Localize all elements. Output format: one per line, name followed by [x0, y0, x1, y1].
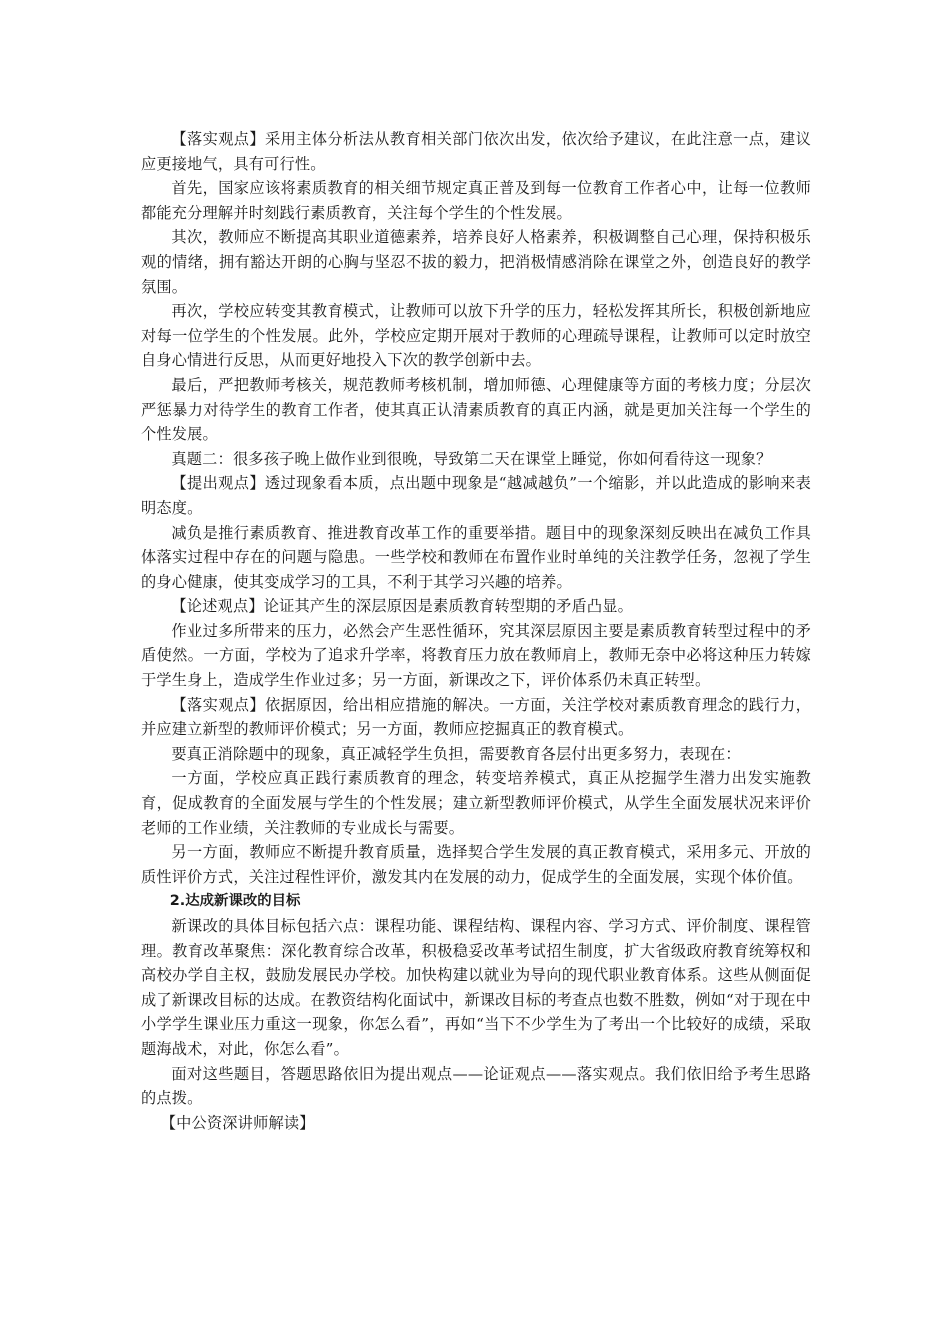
paragraph-propose-view: 【提出观点】透过现象看本质，点出题中现象是“越减越负”一个缩影，并以此造成的影响来表明态度。 — [141, 474, 811, 517]
paragraph-lecturer-interpretation: 【中公资深讲师解读】 — [160, 1113, 315, 1132]
section-heading: 2.达成新课改的目标 — [169, 893, 301, 910]
paragraph-new-curriculum: 新课改的具体目标包括六点：课程功能、课程结构、课程内容、学习方式、评价制度、课程管理。教育改革聚焦：深化教育综合改革，积极稳妥改革考试招生制度，扩大省级政府教育统筹权和高校办学自主权，鼓励发展民办学校。加快构建以就业为导向的现代职业教育体系。这些从侧面促成了新课改目标的达成。在教资结构化面试中，新课改目标的考查点也数不胜数，例如“对于现在中小学学生课业压力重这一现象，你怎么看”，再如“当下不少学生为了考出一个比较好的成绩，采取题海战术，对此，你怎么看”。 — [141, 917, 811, 1058]
paragraph-burden-reduction: 减负是推行素质教育、推进教育改革工作的重要举措。题目中的现象深刻反映出在减负工作具体落实过程中存在的问题与隐患。一些学校和教师在布置作业时单纯的关注教学任务，忽视了学生的身心健康，使其变成学习的工具，不利于其学习兴趣的培养。 — [141, 523, 811, 591]
paragraph-answer-approach: 面对这些题目，答题思路依旧为提出观点——论证观点——落实观点。我们依旧给予考生思路的点拨。 — [141, 1064, 811, 1108]
paragraph-argue-view: 【论述观点】论证其产生的深层原因是素质教育转型期的矛盾凸显。 — [171, 597, 634, 616]
document-body — [141, 127, 811, 1135]
paragraph-first: 首先，国家应该将素质教育的相关细节规定真正普及到每一位教育工作者心中，让每一位教师都能充分理解并时刻践行素质教育，关注每个学生的个性发展。 — [141, 179, 811, 222]
paragraph-eliminate: 要真正消除题中的现象，真正减轻学生负担，需要教育各层付出更多努力，表现在： — [171, 744, 741, 763]
paragraph-finally: 最后，严把教师考核关，规范教师考核机制，增加师德、心理健康等方面的考核力度；分层次严惩暴力对待学生的教育工作者，使其真正认清素质教育的真正内涵，就是更加关注每一个学生的个性发展。 — [141, 375, 811, 444]
paragraph-implement-view-1: 【落实观点】采用主体分析法从教育相关部门依次出发，依次给予建议，在此注意一点，建议应更接地气，具有可行性。 — [141, 130, 811, 173]
paragraph-question-two: 真题二：很多孩子晚上做作业到很晚，导致第二天在课堂上睡觉，你如何看待这一现象？ — [171, 449, 772, 468]
paragraph-implement-view-2: 【落实观点】依据原因，给出相应措施的解决。一方面，关注学校对素质教育理念的践行力，并应建立新型的教师评价模式；另一方面，教师应挖掘真正的教育模式。 — [141, 695, 811, 739]
paragraph-teacher-side: 另一方面，教师应不断提升教育质量，选择契合学生发展的真正教育模式，采用多元、开放的质性评价方式，关注过程性评价，激发其内在发展的动力，促成学生的全面发展，实现个体价值。 — [141, 843, 811, 886]
paragraph-school-side: 一方面，学校应真正践行素质教育的理念，转变培养模式，真正从挖掘学生潜力出发实施教育，促成教育的全面发展与学生的个性发展；建立新型教师评价模式，从学生全面发展状况来评价老师的工作业绩，关注教师的专业成长与需要。 — [141, 769, 811, 837]
paragraph-homework-pressure: 作业过多所带来的压力，必然会产生恶性循环，究其深层原因主要是素质教育转型过程中的矛盾使然。一方面，学校为了追求升学率，将教育压力放在教师肩上，教师无奈中必将这种压力转嫁于学生身上，造成学生作业过多；另一方面，新课改之下，评价体系仍未真正转型。 — [141, 621, 811, 690]
paragraph-second: 其次，教师应不断提高其职业道德素养，培养良好人格素养，积极调整自己心理，保持积极乐观的情绪，拥有豁达开朗的心胸与坚忍不拔的毅力，把消极情感消除在课堂之外，创造良好的教学氛围。 — [141, 228, 811, 296]
paragraph-third: 再次，学校应转变其教育模式，让教师可以放下升学的压力，轻松发挥其所长，积极创新地应对每一位学生的个性发展。此外，学校应定期开展对于教师的心理疏导课程，让教师可以定时放空自身心情进行反思，从而更好地投入下次的教学创新中去。 — [141, 302, 811, 370]
